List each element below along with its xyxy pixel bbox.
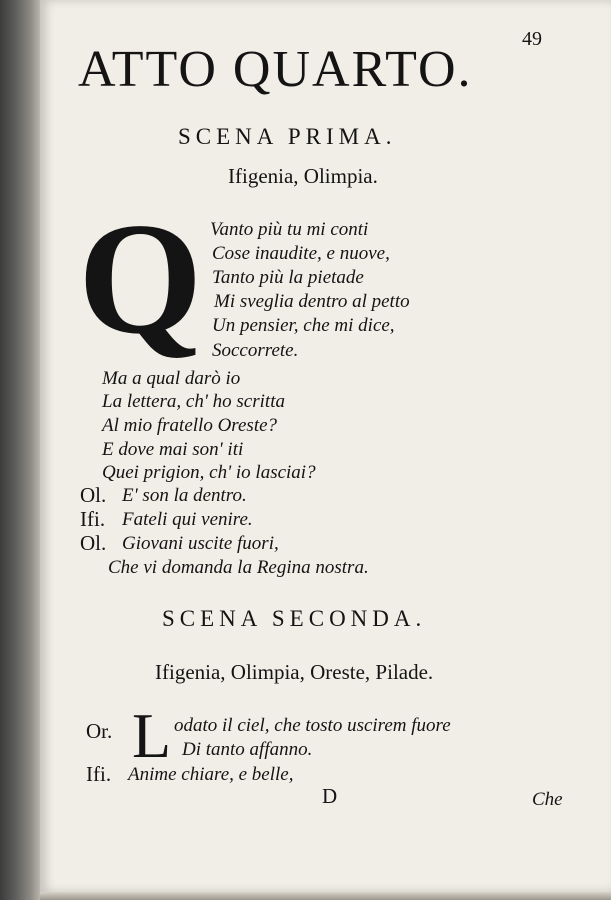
page-bottom-edge xyxy=(40,892,611,900)
speaker-label: Ifi. xyxy=(80,507,106,531)
verse-line: La lettera, ch' ho scritta xyxy=(102,391,285,412)
dialogue-line: Fateli qui venire. xyxy=(122,509,253,530)
verse-line: Ma a qual darò io xyxy=(102,368,241,389)
verse-line: E dove mai son' iti xyxy=(102,439,244,460)
dialogue-line: E' son la dentro. xyxy=(122,485,247,506)
catchword: Che xyxy=(532,789,563,810)
speaker-label: Ol. xyxy=(80,531,107,555)
page-number: 49 xyxy=(522,28,542,50)
verse-line: Soccorrete. xyxy=(212,340,299,361)
scene-cast-2: Ifigenia, Olimpia, Oreste, Pilade. xyxy=(155,660,434,684)
verse-line: Di tanto affanno. xyxy=(182,739,313,760)
scene-cast-1: Ifigenia, Olimpia. xyxy=(228,164,378,188)
verse-line: Cose inaudite, e nuove, xyxy=(212,243,390,264)
speaker-label: Ifi. xyxy=(86,762,112,786)
speaker-label: Or. xyxy=(86,719,113,743)
signature-mark: D xyxy=(322,784,338,808)
verse-line: Quei prigion, ch' io lasciai? xyxy=(102,462,316,483)
book-binding xyxy=(0,0,40,900)
drop-cap-q: Q xyxy=(78,189,203,367)
drop-cap-l: L xyxy=(132,700,172,771)
verse-line: odato il ciel, che tosto uscirem fuore xyxy=(174,715,451,736)
dialogue-line: Giovani uscite fuori, xyxy=(122,533,279,554)
scene-title-1: SCENA PRIMA. xyxy=(178,124,397,149)
verse-line: Vanto più tu mi conti xyxy=(210,219,369,240)
speaker-label: Ol. xyxy=(80,483,107,507)
scene-title-2: SCENA SECONDA. xyxy=(162,606,427,631)
verse-line: Anime chiare, e belle, xyxy=(128,764,294,785)
act-title: ATTO QUARTO. xyxy=(78,41,473,98)
verse-line: Tanto più la pietade xyxy=(212,267,364,288)
verse-line: Al mio fratello Oreste? xyxy=(102,415,278,436)
verse-line: Mi sveglia dentro al petto xyxy=(214,291,410,312)
dialogue-line: Che vi domanda la Regina nostra. xyxy=(108,557,369,578)
verse-line: Un pensier, che mi dice, xyxy=(212,315,395,336)
